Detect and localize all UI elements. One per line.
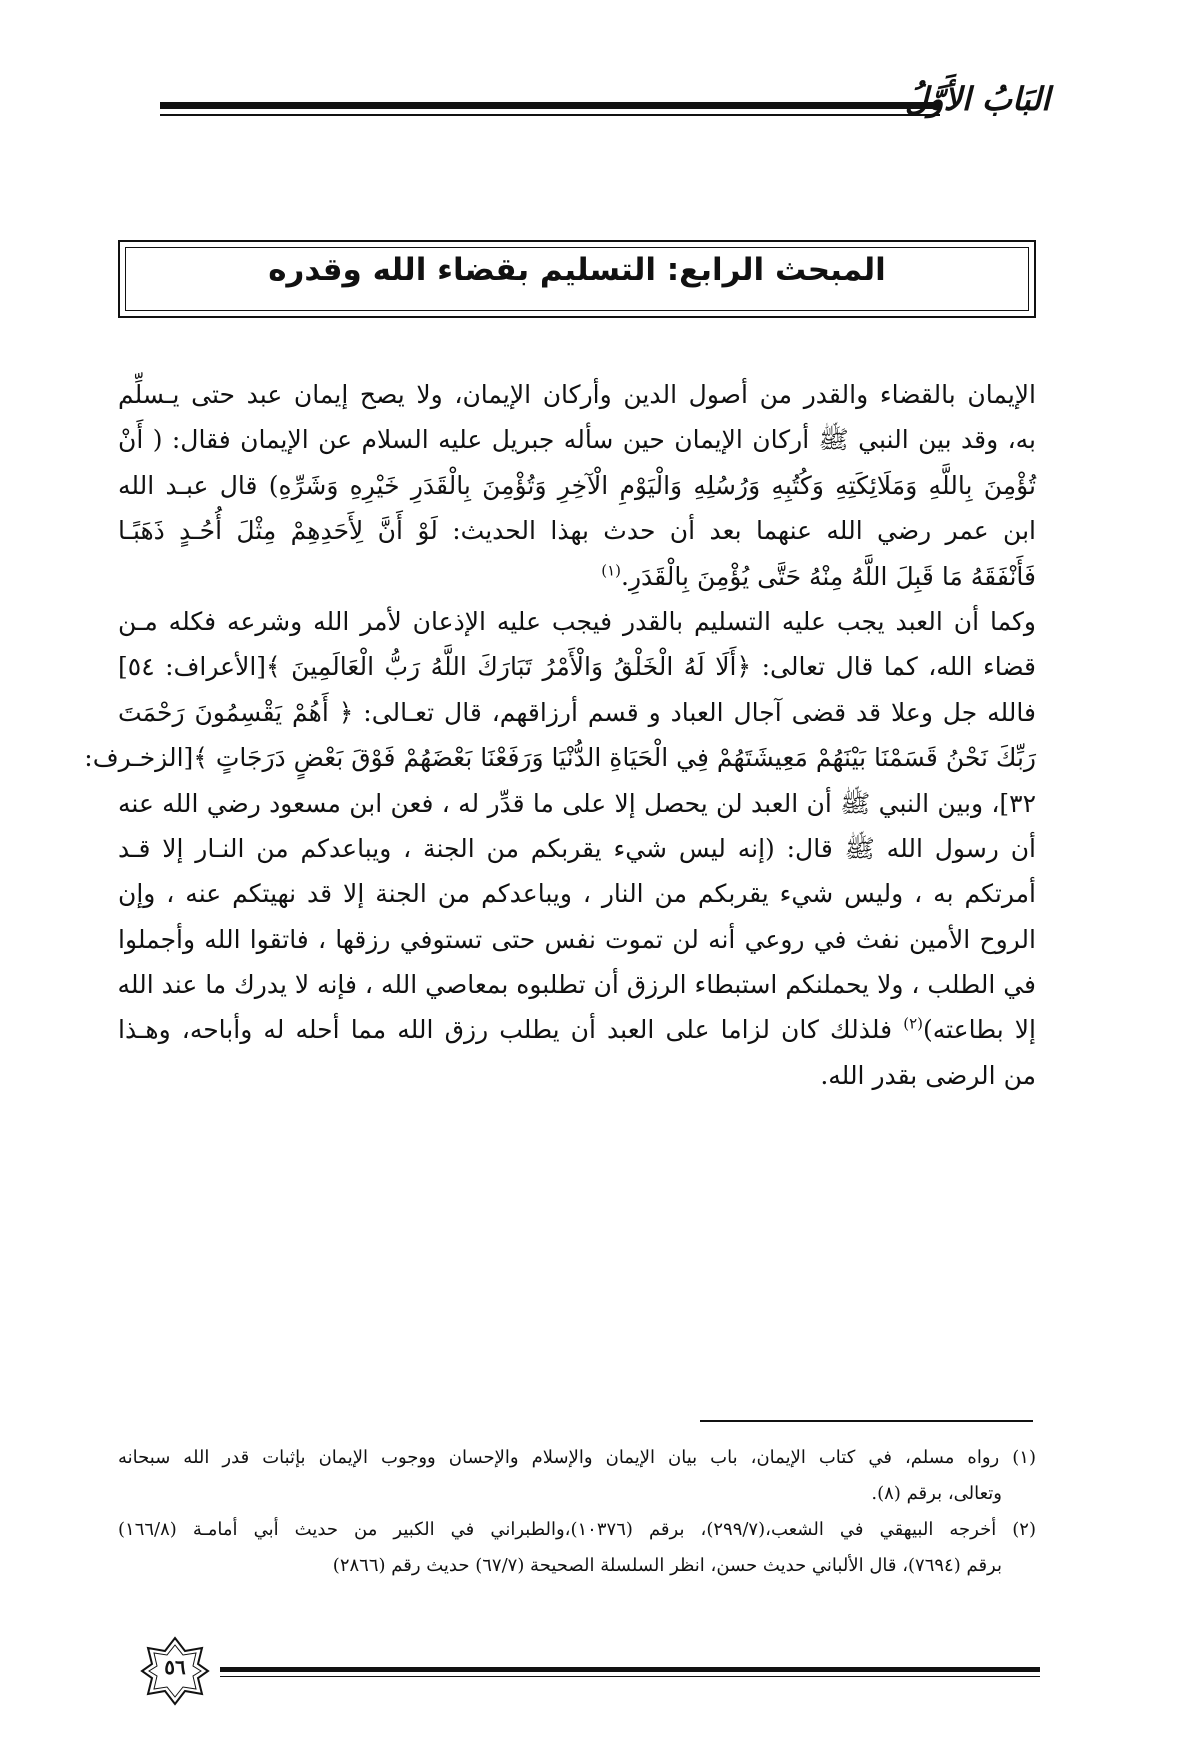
- hadith-text: فَأَنْفَقَهُ مَا قَبِلَ اللَّهُ مِنْهُ حَتَّى يُؤْمِنَ بِالْقَدَرِ.: [621, 561, 1036, 591]
- text-line: وكما أن العبد يجب عليه التسليم بالقدر فيجب عليه الإذعان لأمر الله وشرعه فكله مـن: [118, 606, 1036, 636]
- text-run: فلذلك كان لزاما على العبد أن يطلب رزق الله مما أحله له وأباحه، وهـذا: [118, 1015, 893, 1045]
- text-line: الروح الأمين نفث في روعي أنه لن تموت نفس حتى تستوفي رزقها ، فاتقوا الله وأجملوا: [118, 924, 1036, 954]
- chapter-title: البَابُ الأَوَّلُ: [904, 80, 1050, 118]
- text-line: [118, 554, 1036, 599]
- footnotes: [118, 1440, 1036, 1584]
- text-line: [118, 1007, 1036, 1052]
- footer-rule-thin: [220, 1676, 1040, 1677]
- footnote-separator: [700, 1420, 1033, 1422]
- text-line: ابن عمر رضي الله عنهما بعد أن حدث بهذا الحديث: لَوْ أَنَّ لِأَحَدِهِمْ مِثْلَ أُحُـدٍ ذَهَبًـا: [118, 516, 1036, 546]
- footnote-2: [118, 1512, 1036, 1584]
- paragraph-1: [118, 372, 1036, 599]
- footnote-line: (١) رواه مسلم، في كتاب الإيمان، باب بيان الإيمان والإسلام والإحسان ووجوب الإيمان بإثبات قدر الله سبحانه: [118, 1447, 1036, 1468]
- text-line-quran: رَبِّكَ نَحْنُ قَسَمْنَا بَيْنَهُمْ مَعِيشَتَهُمْ فِي الْحَيَاةِ الدُّنْيَا وَرَفَعْنَا بَعْضَهُمْ فَوْقَ بَعْضٍ دَرَجَاتٍ ﴾[الزخـرف:: [84, 743, 1036, 773]
- hadith-end: إلا بطاعته): [922, 1015, 1036, 1045]
- text-line: ٣٢]، وبين النبي ﷺ أن العبد لن يحصل إلا على ما قدِّر له ، فعن ابن مسعود رضي الله عنه: [118, 788, 1036, 818]
- header-rule-thin: [160, 114, 940, 116]
- text-line: أمرتكم به ، وليس شيء يقربكم من النار ، ويباعدكم من الجنة إلا قد نهيتكم عنه ، وإن: [118, 879, 1036, 909]
- footnote-ref-1[interactable]: (١): [601, 561, 622, 580]
- footnote-line: (٢) أخرجه البيهقي في الشعب،(٢٩٩/٧)، برقم (١٠٣٧٦)،والطبراني في الكبير من حديث أبي أمامـة (١٦٦/٨): [118, 1519, 1036, 1540]
- body-text: [84, 372, 1036, 1098]
- text-line: فالله جل وعلا قد قضى آجال العباد و قسم أرزاقهم، قال تعـالى: ﴿ أَهُمْ يَقْسِمُونَ رَحْمَتَ: [118, 697, 1036, 727]
- footnote-line: برقم (٧٦٩٤)، قال الألباني حديث حسن، انظر السلسلة الصحيحة (٦٧/٧) حديث رقم (٢٨٦٦): [332, 1555, 1002, 1576]
- text-line-quran: قضاء الله، كما قال تعالى: ﴿أَلَا لَهُ الْخَلْقُ وَالْأَمْرُ تَبَارَكَ اللَّهُ رَبُّ الْعَالَمِينَ ﴾[الأعراف: ٥٤]: [118, 652, 1036, 682]
- section-heading-box: [118, 240, 1036, 318]
- text-line: الإيمان بالقضاء والقدر من أصول الدين وأركان الإيمان، ولا يصح إيمان عبد حتى يـسلِّم: [118, 380, 1036, 409]
- text-line: في الطلب ، ولا يحملنكم استبطاء الرزق أن تطلبوه بمعاصي الله ، فإنه لا يدرك ما عند الله: [117, 970, 1036, 1000]
- text-line: به، وقد بين النبي ﷺ أركان الإيمان حين سأله جبريل عليه السلام عن الإيمان فقال: ( أَنْ: [118, 425, 1036, 455]
- header-rule: [160, 102, 940, 109]
- text-line: من الرضى بقدر الله.: [820, 1060, 1036, 1090]
- footer-rule: [220, 1667, 1040, 1672]
- page-number: ٥٦: [164, 1655, 186, 1679]
- paragraph-2: [84, 599, 1036, 1098]
- footnote-ref-2[interactable]: (٢): [903, 1015, 923, 1034]
- footnote-1: [118, 1440, 1036, 1512]
- footnote-line: وتعالى، برقم (٨).: [871, 1483, 1002, 1504]
- text-line: أن رسول الله ﷺ قال: (إنه ليس شيء يقربكم من الجنة ، ويباعدكم من النـار إلا قـد: [118, 833, 1036, 863]
- running-header: [160, 78, 1050, 138]
- section-title: المبحث الرابع: التسليم بقضاء الله وقدره: [268, 252, 886, 288]
- text-line: تُؤْمِنَ بِاللَّهِ وَمَلَائِكَتِهِ وَكُتُبِهِ وَرُسُلِهِ وَالْيَوْمِ الْآخِرِ وَتُؤْمِنَ بِالْقَدَرِ خَيْرِهِ وَشَرِّهِ) قال عبـد الله: [118, 470, 1036, 500]
- page-footer: [140, 1636, 1040, 1706]
